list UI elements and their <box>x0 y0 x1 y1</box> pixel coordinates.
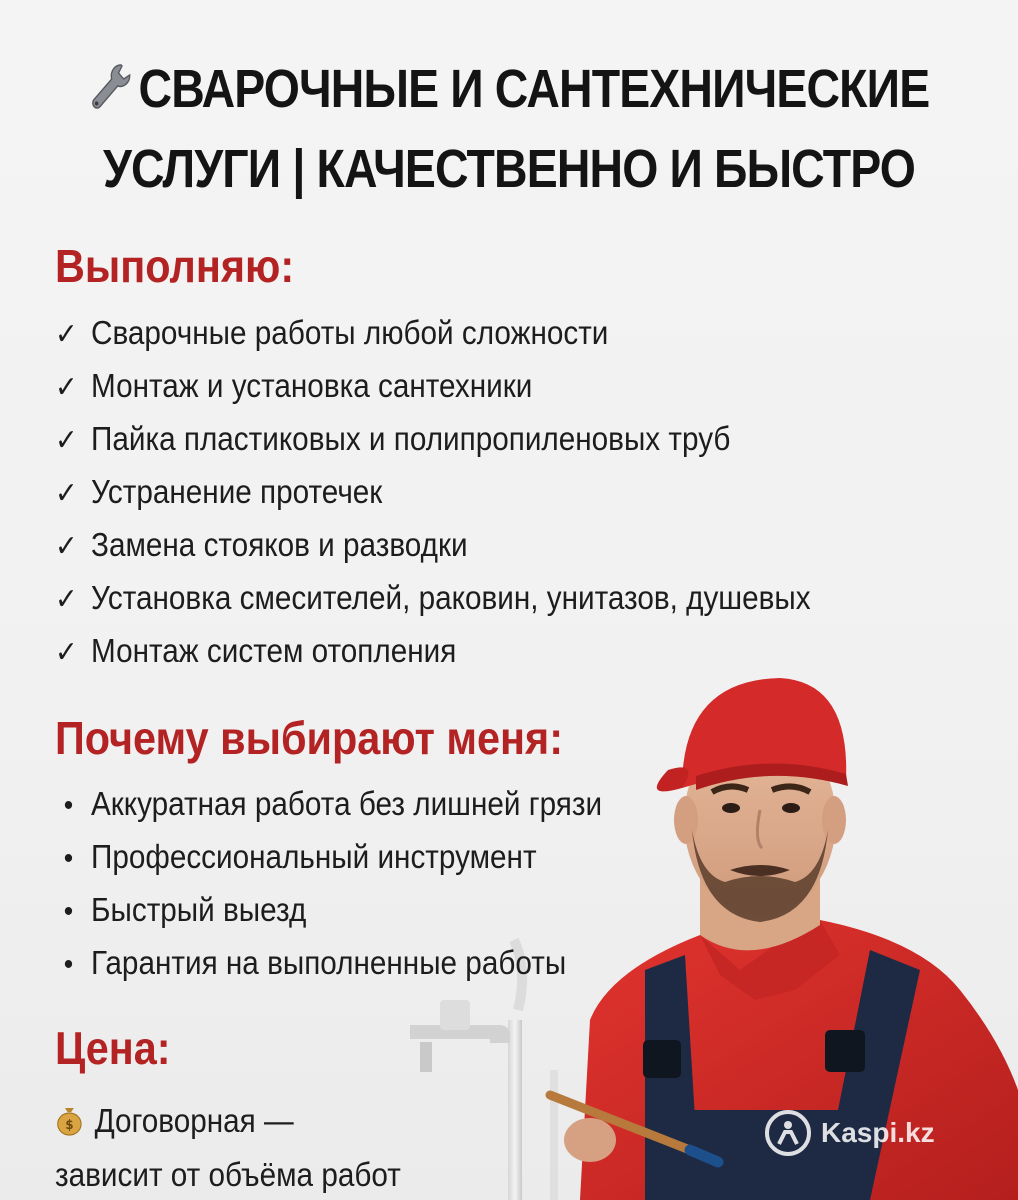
list-item: ✓ Сварочные работы любой сложности <box>55 306 811 359</box>
kaspi-logo-icon <box>765 1110 811 1156</box>
page-title <box>71 52 946 206</box>
list-item: • Профессиональный инструмент <box>55 830 602 883</box>
money-bag-icon <box>55 1100 84 1150</box>
list-item: • Быстрый выезд <box>55 883 602 936</box>
bullet-icon: • <box>63 842 74 875</box>
services-heading: Выполняю: <box>55 240 295 292</box>
price-text <box>55 1096 401 1200</box>
check-icon: ✓ <box>55 636 78 669</box>
price-line-2: зависит от объёма работ <box>55 1156 401 1193</box>
check-icon: ✓ <box>55 371 78 404</box>
kaspi-watermark <box>765 1110 935 1156</box>
kaspi-text: Kaspi.kz <box>821 1117 935 1148</box>
bullet-icon: • <box>63 948 74 981</box>
check-icon: ✓ <box>55 424 78 457</box>
check-icon: ✓ <box>55 318 78 351</box>
list-item: ✓ Замена стояков и разводки <box>55 518 811 571</box>
price-line-1: $ Договорная — <box>55 1096 401 1150</box>
list-item: ✓ Монтаж и установка сантехники <box>55 359 811 412</box>
list-item: ✓ Пайка пластиковых и полипропиленовых труб <box>55 412 811 465</box>
bullet-icon: • <box>63 895 74 928</box>
list-item: ✓ Установка смесителей, раковин, унитазов, душевых <box>55 571 811 624</box>
why-heading: Почему выбирают меня: <box>55 712 563 764</box>
title-line-1 <box>71 52 946 132</box>
bullet-icon: • <box>63 789 74 822</box>
why-list <box>55 777 663 989</box>
list-item: ✓ Монтаж систем отопления <box>55 624 811 677</box>
wrench-icon <box>89 58 134 132</box>
check-icon: ✓ <box>55 477 78 510</box>
list-item: ✓ Устранение протечек <box>55 465 811 518</box>
list-item: • Гарантия на выполненные работы <box>55 936 602 989</box>
title-text-1: СВАРОЧНЫЕ И САНТЕХНИЧЕСКИЕ <box>138 59 930 119</box>
check-icon: ✓ <box>55 530 78 563</box>
price-heading: Цена: <box>55 1022 171 1074</box>
check-icon: ✓ <box>55 583 78 616</box>
list-item: • Аккуратная работа без лишней грязи <box>55 777 602 830</box>
svg-text:$: $ <box>65 1117 74 1133</box>
title-line-2: УСЛУГИ | КАЧЕСТВЕННО И БЫСТРО <box>102 139 915 199</box>
services-list <box>55 306 895 677</box>
